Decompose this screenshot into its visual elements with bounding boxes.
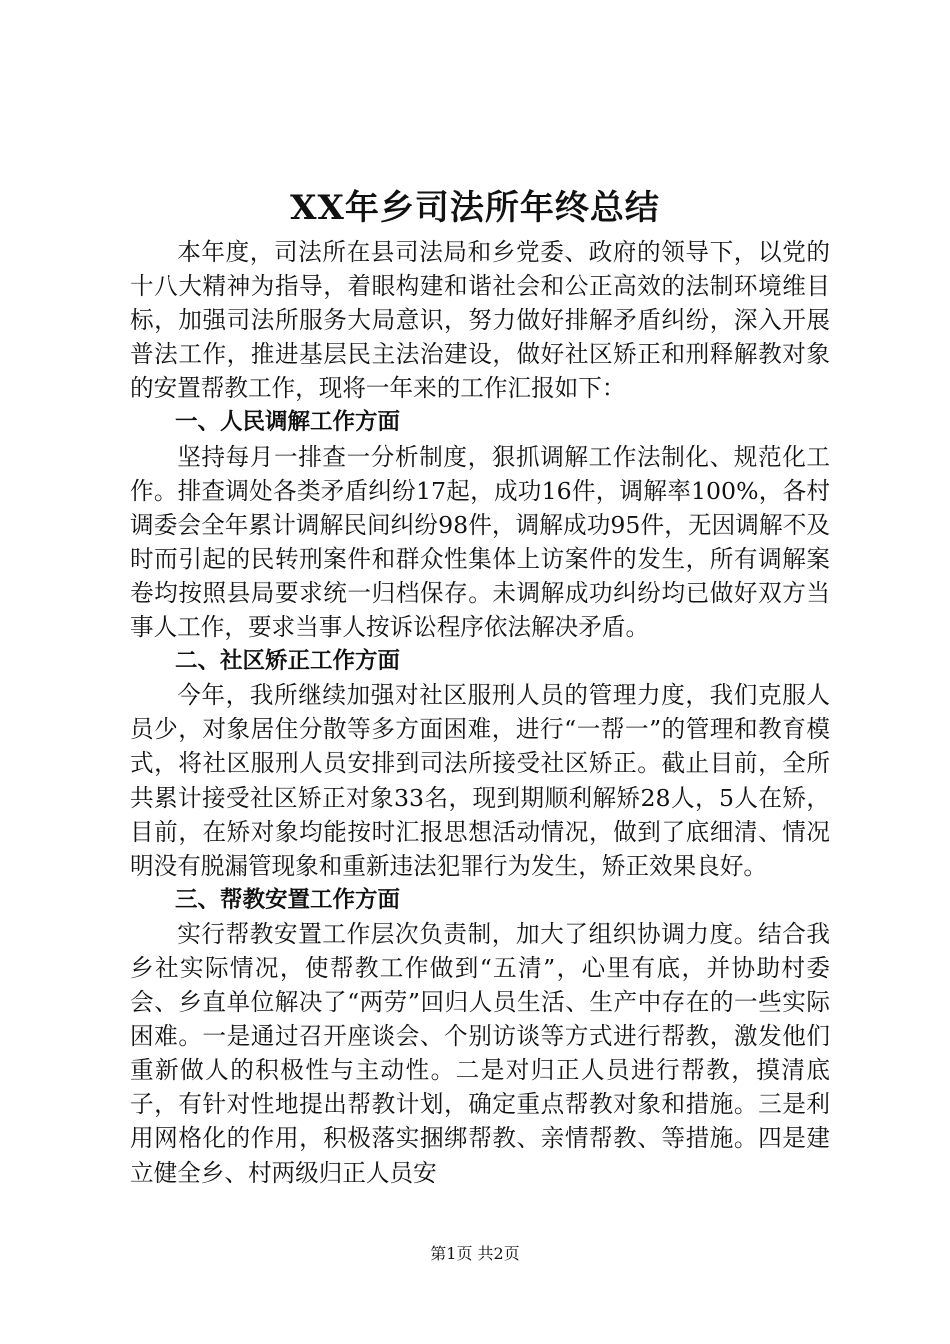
section-heading-mediation: 一、人民调解工作方面 [175,409,401,436]
section-body-mediation: 坚持每月一排查一分析制度，狠抓调解工作法制化、规范化工作。排查调处各类矛盾纠纷17起，成功16件，调解率100%，各村调委会全年累计调解民间纠纷98件，调解成功95件，无因调解不及时而引起的民转刑案件和群众性集体上访案件的发生，所有调解案卷均按照县局要求统一归档保存。未调解成功纠纷均已做好双方当事人工作，要求当事人按诉讼程序依法解决矛盾。 [130,442,830,642]
section-body-resettlement: 实行帮教安置工作层次负责制，加大了组织协调力度。结合我乡社实际情况，使帮教工作做到“五清”，心里有底，并协助村委会、乡直单位解决了“两劳”回归人员生活、生产中存在的一些实际困难。一是通过召开座谈会、个别访谈等方式进行帮教，激发他们重新做人的积极性与主动性。二是对归正人员进行帮教，摸清底子，有针对性地提出帮教计划，确定重点帮教对象和措施。三是利用网格化的作用，积极落实捆绑帮教、亲情帮教、等措施。四是建立健全乡、村两级归正人员安 [130,919,830,1187]
section-heading-correction: 二、社区矫正工作方面 [175,648,401,675]
intro-paragraph: 本年度，司法所在县司法局和乡党委、政府的领导下，以党的十八大精神为指导，着眼构建和谐社会和公正高效的法制环境维目标，加强司法所服务大局意识，努力做好排解矛盾纠纷，深入开展普法工作，推进基层民主法治建设，做好社区矫正和刑释解教对象的安置帮教工作，现将一年来的工作汇报如下： [130,238,830,403]
document-body [130,235,830,1190]
page-number-footer: 第1页 共2页 [430,1244,520,1263]
section-heading-resettlement: 三、帮教安置工作方面 [175,886,401,913]
section-body-correction: 今年，我所继续加强对社区服刑人员的管理力度，我们克服人员少，对象居住分散等多方面困难，进行“一帮一”的管理和教育模式，将社区服刑人员安排到司法所接受社区矫正。截止目前，全所共累计接受社区矫正对象33名，现到期顺利解矫28人，5人在矫，目前，在矫对象均能按时汇报思想活动情况，做到了底细清、情况明没有脱漏管现象和重新违法犯罪行为发生，矫正效果良好。 [130,681,830,880]
document-title: XX年乡司法所年终总结 [290,188,660,228]
